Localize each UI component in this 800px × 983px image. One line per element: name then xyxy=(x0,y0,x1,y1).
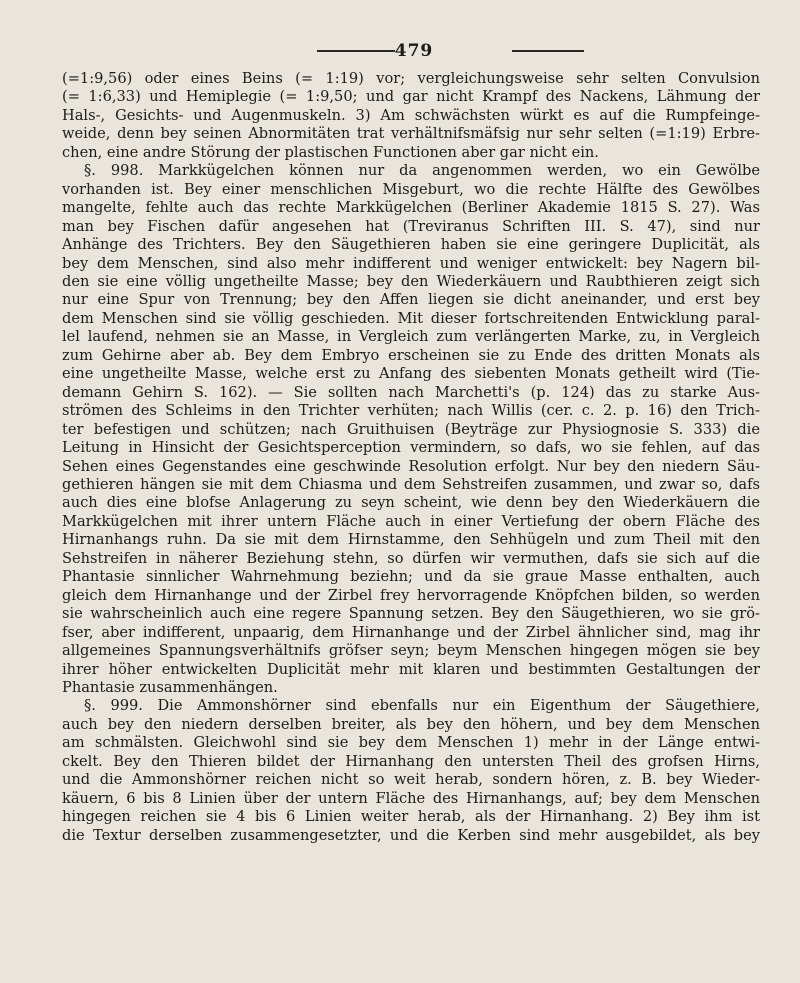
text-line: (= 1:6,33) und Hemiplegie (= 1:9,50; und gar nicht Krampf des Nackens, Lähmung der xyxy=(62,88,760,106)
text-line: Hirnanhangs ruhn. Da sie mit dem Hirnstamme, den Sehhügeln und zum Theil mit den xyxy=(62,531,760,549)
text-line: auch dies eine blofse Anlagerung zu seyn scheint, wie denn bey den Wiederkäuern die xyxy=(62,494,760,512)
text-line: fser, aber indifferent, unpaarig, dem Hirnanhange und der Zirbel ähnlicher sind, mag ihr xyxy=(62,623,760,641)
text-line: §. 998. Markkügelchen können nur da angenommen werden, wo ein Gewölbe xyxy=(84,162,760,180)
text-line: Hals-, Gesichts- und Augenmuskeln. 3) Am schwächsten würkt es auf die Rumpfeinge- xyxy=(62,106,760,124)
text-line: und die Ammonshörner reichen nicht so weit herab, sondern hören, z. B. bey Wieder- xyxy=(62,771,760,789)
text-line: die Textur derselben zusammengesetzter, und die Kerben sind mehr ausgebildet, als bey xyxy=(62,826,760,844)
text-line: ter befestigen und schützen; nach Gruithuisen (Beyträge zur Physiognosie S. 333) die xyxy=(62,420,760,438)
text-line: Leitung in Hinsicht der Gesichtsperception vermindern, so dafs, wo sie fehlen, auf das xyxy=(62,439,760,457)
header-rule-right xyxy=(512,50,584,52)
page-header xyxy=(62,34,760,70)
text-line: ckelt. Bey den Thieren bildet der Hirnanhang den untersten Theil des grofsen Hirns, xyxy=(62,752,760,770)
text-line: den sie eine völlig ungetheilte Masse; bey den Wiederkäuern und Raubthieren zeigt sich xyxy=(62,272,760,290)
text-line: Phantasie sinnlicher Wahrnehmung beziehn; und da sie graue Masse enthalten, auch xyxy=(62,568,760,586)
text-line: eine ungetheilte Masse, welche erst zu Anfang des siebenten Monats getheilt wird (Tie- xyxy=(62,365,760,383)
text-line: mangelte, fehlte auch das rechte Markkügelchen (Berliner Akademie 1815 S. 27). Was xyxy=(62,199,760,217)
text-line: strömen des Schleims in den Trichter verhüten; nach Willis (cer. c. 2. p. 16) den Trich- xyxy=(62,402,760,420)
text-line: weide, denn bey seinen Abnormitäten trat verhältnifsmäfsig nur sehr selten (=1:19) Erbre- xyxy=(62,125,760,143)
text-line: zum Gehirne aber ab. Bey dem Embryo erscheinen sie zu Ende des dritten Monats als xyxy=(62,346,760,364)
text-line: gleich dem Hirnanhange und der Zirbel frey hervorragende Knöpfchen bilden, so werden xyxy=(62,586,760,604)
text-line: dem Menschen sind sie völlig geschieden. Mit dieser fortschreitenden Entwicklung paral- xyxy=(62,309,760,327)
text-line: nur eine Spur von Trennung; bey den Affen liegen sie dicht aneinander, und erst bey xyxy=(62,291,760,309)
text-line: hingegen reichen sie 4 bis 6 Linien weiter herab, als der Hirnanhang. 2) Bey ihm ist xyxy=(62,808,760,826)
text-line: chen, eine andre Störung der plastischen Functionen aber gar nicht ein. xyxy=(62,143,599,161)
text-line: am schmälsten. Gleichwohl sind sie bey dem Menschen 1) mehr in der Länge entwi- xyxy=(62,734,760,752)
text-line: gethieren hängen sie mit dem Chiasma und dem Sehstreifen zusammen, und zwar so, dafs xyxy=(62,475,760,493)
page-number: 479 xyxy=(394,41,434,61)
text-line: Sehen eines Gegenstandes eine geschwinde Resolution erfolgt. Nur bey den niedern Säu- xyxy=(62,457,760,475)
text-line: sie wahrscheinlich auch eine regere Spannung setzen. Bey den Säugethieren, wo sie grö- xyxy=(62,605,760,623)
header-rule-left xyxy=(317,50,395,52)
text-line: §. 999. Die Ammonshörner sind ebenfalls nur ein Eigenthum der Säugethiere, xyxy=(84,697,760,715)
text-line: auch bey den niedern derselben breiter, als bey den höhern, und bey dem Menschen xyxy=(62,715,760,733)
text-line: Sehstreifen in näherer Beziehung stehn, so dürfen wir vermuthen, dafs sie sich auf die xyxy=(62,549,760,567)
text-line: Phantasie zusammenhängen. xyxy=(62,678,278,696)
text-line: demann Gehirn S. 162). — Sie sollten nach Marchetti's (p. 124) das zu starke Aus- xyxy=(62,383,760,401)
text-line: allgemeines Spannungsverhältnifs gröfser seyn; beym Menschen hingegen mögen sie bey xyxy=(62,642,760,660)
text-line: käuern, 6 bis 8 Linien über der untern Fläche des Hirnanhangs, auf; bey dem Menschen xyxy=(62,789,760,807)
text-line: ihrer höher entwickelten Duplicität mehr mit klaren und bestimmten Gestaltungen der xyxy=(62,660,760,678)
text-line: bey dem Menschen, sind also mehr indifferent und weniger entwickelt: bey Nagern bil- xyxy=(62,254,760,272)
text-line: lel laufend, nehmen sie an Masse, in Vergleich zum verlängerten Marke, zu, in Vergleich xyxy=(62,328,760,346)
text-line: vorhanden ist. Bey einer menschlichen Misgeburt, wo die rechte Hälfte des Gewölbes xyxy=(62,180,760,198)
text-line: (=1:9,56) oder eines Beins (= 1:19) vor; vergleichungsweise sehr selten Convulsion xyxy=(62,70,760,87)
text-line: man bey Fischen dafür angesehen hat (Treviranus Schriften III. S. 47), sind nur xyxy=(62,217,760,235)
text-line: Anhänge des Trichters. Bey den Säugethieren haben sie eine geringere Duplicität, als xyxy=(62,236,760,254)
body-text xyxy=(62,70,760,845)
text-line: Markkügelchen mit ihrer untern Fläche auch in einer Vertiefung der obern Fläche des xyxy=(62,512,760,530)
